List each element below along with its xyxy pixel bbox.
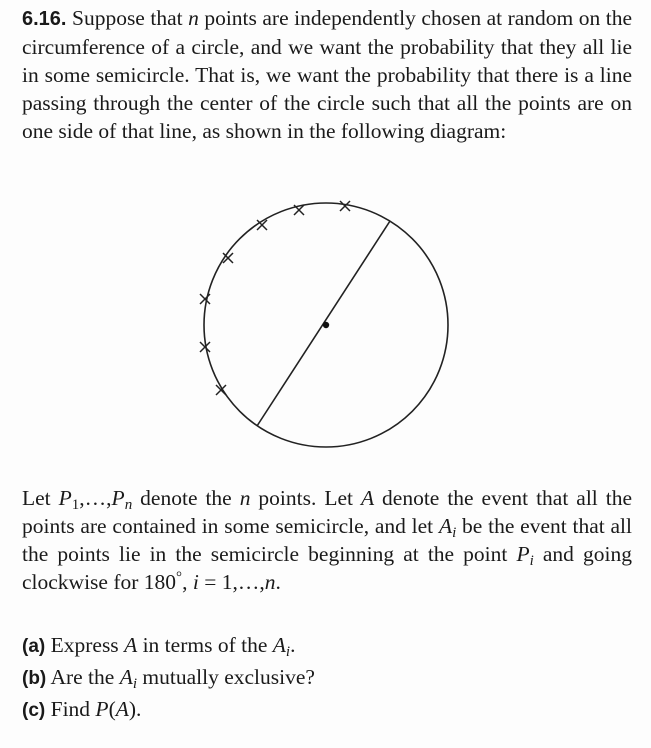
- part-a-var-Ai: A: [272, 633, 286, 657]
- part-a: [22, 630, 632, 662]
- text-let: Let: [22, 486, 59, 510]
- part-b-var-Ai: A: [119, 665, 133, 689]
- part-c-var-A: A: [115, 697, 129, 721]
- var-n2: n: [239, 486, 251, 510]
- part-a-sub-i: i: [285, 643, 291, 660]
- part-b-label: (b): [22, 668, 47, 689]
- text-period: .: [275, 570, 281, 594]
- text-denote: denote the: [132, 486, 240, 510]
- part-b-sub-i: i: [132, 675, 138, 692]
- sub-i2: i: [529, 552, 534, 569]
- part-a-text1: Express: [45, 633, 125, 657]
- sub-i: i: [452, 524, 457, 541]
- text-denote-event: denote the event that all the points are contained in some semicircle, and let: [22, 486, 632, 538]
- part-c-close: ).: [128, 697, 142, 721]
- intro-text-start: Suppose that: [71, 6, 189, 30]
- part-a-label: (a): [22, 636, 46, 657]
- semicircle-diagram: [180, 188, 470, 468]
- point-crosses: [200, 201, 350, 395]
- var-Pn: P: [111, 486, 125, 510]
- cross-mark: [200, 294, 210, 304]
- part-c-var-P: P: [95, 697, 109, 721]
- part-c-open: (: [108, 697, 116, 721]
- part-b-text2: mutually exclusive?: [137, 665, 315, 689]
- part-b: [22, 662, 632, 694]
- problem-statement: [22, 4, 632, 145]
- sub-n: n: [124, 496, 133, 513]
- part-c: [22, 694, 632, 726]
- text-comma: ,: [182, 570, 193, 594]
- part-c-text1: Find: [45, 697, 96, 721]
- part-a-end: .: [290, 633, 296, 657]
- intro-text-rest: points are independently chosen at random on the circumference of a circle, and we want the probability that they all lie in some semicircle. That is, we want the probability that there is a line passing through the center of the circle such that all the points are on one side of that line, as shown in the following diagram:: [22, 6, 633, 143]
- definitions-paragraph: [22, 484, 632, 596]
- var-n3: n: [264, 570, 276, 594]
- problem-number: 6.16.: [22, 8, 67, 30]
- var-Pi: P: [516, 542, 530, 566]
- text-points-let: points. Let: [250, 486, 361, 510]
- var-A: A: [360, 486, 375, 510]
- var-n: n: [188, 6, 199, 30]
- part-a-text2: in terms of the: [137, 633, 273, 657]
- text-be-event: be the event that all the points lie in the semicircle beginning at the point: [22, 514, 632, 566]
- question-parts: [22, 630, 632, 726]
- text-eq: = 1,…,: [198, 570, 265, 594]
- part-a-var-A: A: [124, 633, 138, 657]
- degree-sign: °: [176, 569, 183, 586]
- text-going: and going clockwise for 180: [22, 542, 632, 594]
- var-P: P: [58, 486, 72, 510]
- var-Ai: A: [438, 514, 453, 538]
- sub-1: 1: [71, 496, 80, 513]
- var-i: i: [192, 570, 199, 594]
- cross-mark: [340, 201, 350, 211]
- part-b-text1: Are the: [46, 665, 120, 689]
- center-point: [323, 322, 329, 328]
- text-dots: ,…,: [79, 486, 112, 510]
- part-c-label: (c): [22, 700, 46, 721]
